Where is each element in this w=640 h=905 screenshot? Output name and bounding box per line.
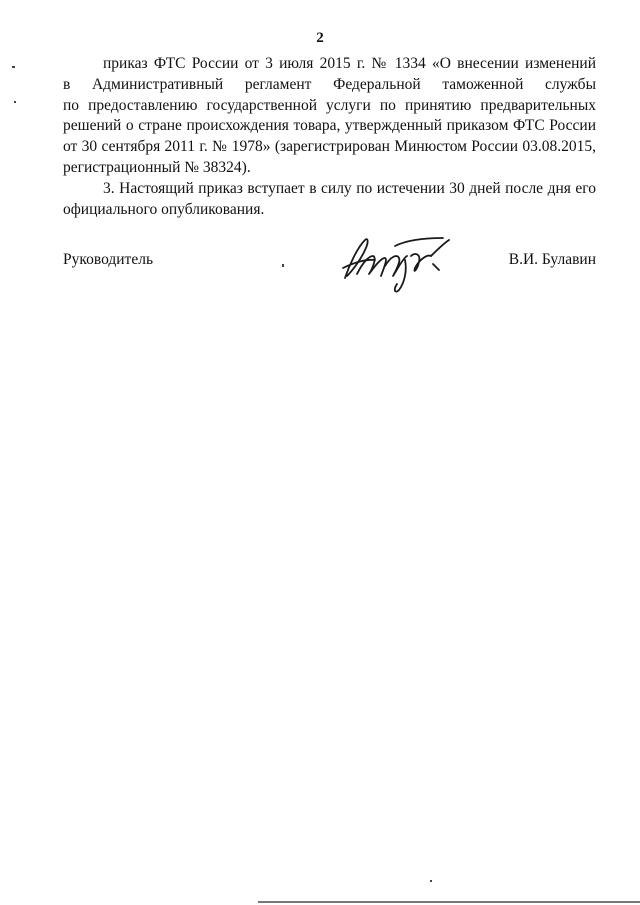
- scan-speck: [14, 101, 16, 103]
- scan-speck: [282, 264, 284, 267]
- paragraph-line: регистрационный № 38324).: [63, 158, 251, 176]
- paragraph-line: 3. Настоящий приказ вступает в силу по истечении 30 дней после дня его: [103, 179, 596, 197]
- paragraph-line: приказ ФТС России от 3 июля 2015 г. № 1334 «О внесении изменений: [103, 55, 596, 72]
- paragraph-line: в Административный регламент Федеральной таможенной службы: [63, 75, 596, 93]
- paragraph-line: от 30 сентября 2011 г. № 1978» (зарегистрирован Минюстом России 03.08.2015,: [63, 138, 596, 156]
- handwritten-signature-icon: [335, 226, 455, 296]
- paragraph-line: решений о стране происхождения товара, утвержденный приказом ФТС России: [63, 117, 596, 135]
- signer-role: Руководитель: [63, 251, 154, 268]
- signer-name: В.И. Булавин: [508, 251, 596, 268]
- paragraph-line: официального опубликования.: [63, 200, 265, 218]
- scan-speck: [430, 880, 432, 882]
- scan-speck: [12, 66, 15, 68]
- scan-edge-line: [258, 901, 640, 903]
- page-number: 2: [316, 30, 324, 46]
- document-body: [63, 54, 596, 220]
- signature-row: [63, 251, 596, 291]
- paragraph-line: по предоставлению государственной услуги по принятию предварительных: [63, 96, 596, 114]
